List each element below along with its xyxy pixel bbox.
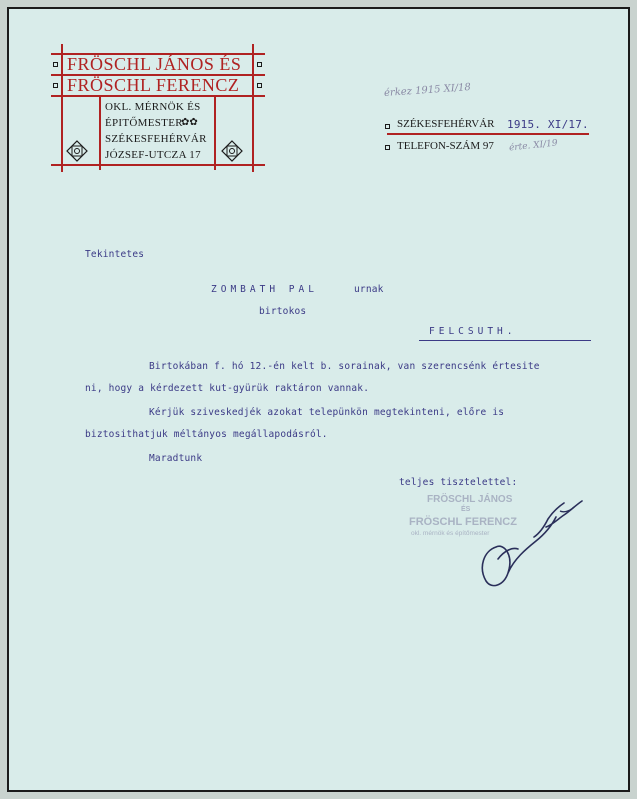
phone-label: TELEFON-SZÁM 97 <box>397 140 494 152</box>
salutation: Tekintetes <box>85 249 145 260</box>
stamp-line-1: FRÖSCHL JÁNOS <box>427 494 513 505</box>
firm-sub-line-4: JÓZSEF-UTCZA 17 <box>105 149 201 161</box>
diamond-emblem-icon <box>221 140 243 162</box>
bullet-icon <box>385 145 390 150</box>
pencil-answer-note: érte. XI/19 <box>508 138 559 154</box>
stamp-line-3: FRÖSCHL FERENCZ <box>409 516 517 528</box>
recipient-name-text: ZOMBATH PAL <box>211 284 318 295</box>
bullet-icon <box>257 83 262 88</box>
paragraph-1-line-1: Birtokában f. hó 12.-én kelt b. sorainak, van szerencsénk értesite <box>149 361 540 372</box>
letter-date: 1915. XI/17. <box>507 118 589 131</box>
recipient-place-underline <box>419 340 591 341</box>
bullet-icon <box>257 62 262 67</box>
place-label: SZÉKESFEHÉRVÁR <box>397 118 495 130</box>
letter-sheet <box>7 7 630 792</box>
recipient-name <box>211 284 318 295</box>
firm-name-line-2: FRÖSCHL FERENCZ <box>67 75 240 95</box>
recipient-title: birtokos <box>259 306 307 317</box>
firm-sub-line-2: ÉPITŐMESTER <box>105 117 183 129</box>
pencil-receipt-note: érkez 1915 XI/18 <box>383 81 472 100</box>
closing-line-2: teljes tisztelettel: <box>399 477 518 488</box>
stamp-line-2: ÉS <box>461 506 471 513</box>
firm-name-line-1: FRÖSCHL JÁNOS ÉS <box>67 54 242 74</box>
signature-icon <box>474 489 589 594</box>
diamond-emblem-icon <box>66 140 88 162</box>
bullet-icon <box>53 62 58 67</box>
paragraph-2-line-1: Kérjük sziveskedjék azokat telepünkön megtekinteni, előre is <box>149 407 505 418</box>
paragraph-2-line-2: biztosithatjuk méltányos megállapodásról. <box>85 429 328 440</box>
bullet-icon <box>53 83 58 88</box>
bullet-icon <box>385 124 390 129</box>
paragraph-1-line-2: ni, hogy a kérdezett kut-gyürük raktáron vannak. <box>85 383 370 394</box>
firm-sub-line-3: SZÉKESFEHÉRVÁR <box>105 133 207 145</box>
recipient-place: FELCSUTH. <box>429 326 517 337</box>
closing-line-1: Maradtunk <box>149 453 203 464</box>
firm-sub-line-1: OKL. MÉRNÖK ÉS <box>105 101 201 113</box>
recipient-suffix: urnak <box>354 284 384 295</box>
ornament-icon: ✿✿ <box>181 117 198 128</box>
stamp-line-4: okl. mérnök és építőmester <box>411 530 490 537</box>
